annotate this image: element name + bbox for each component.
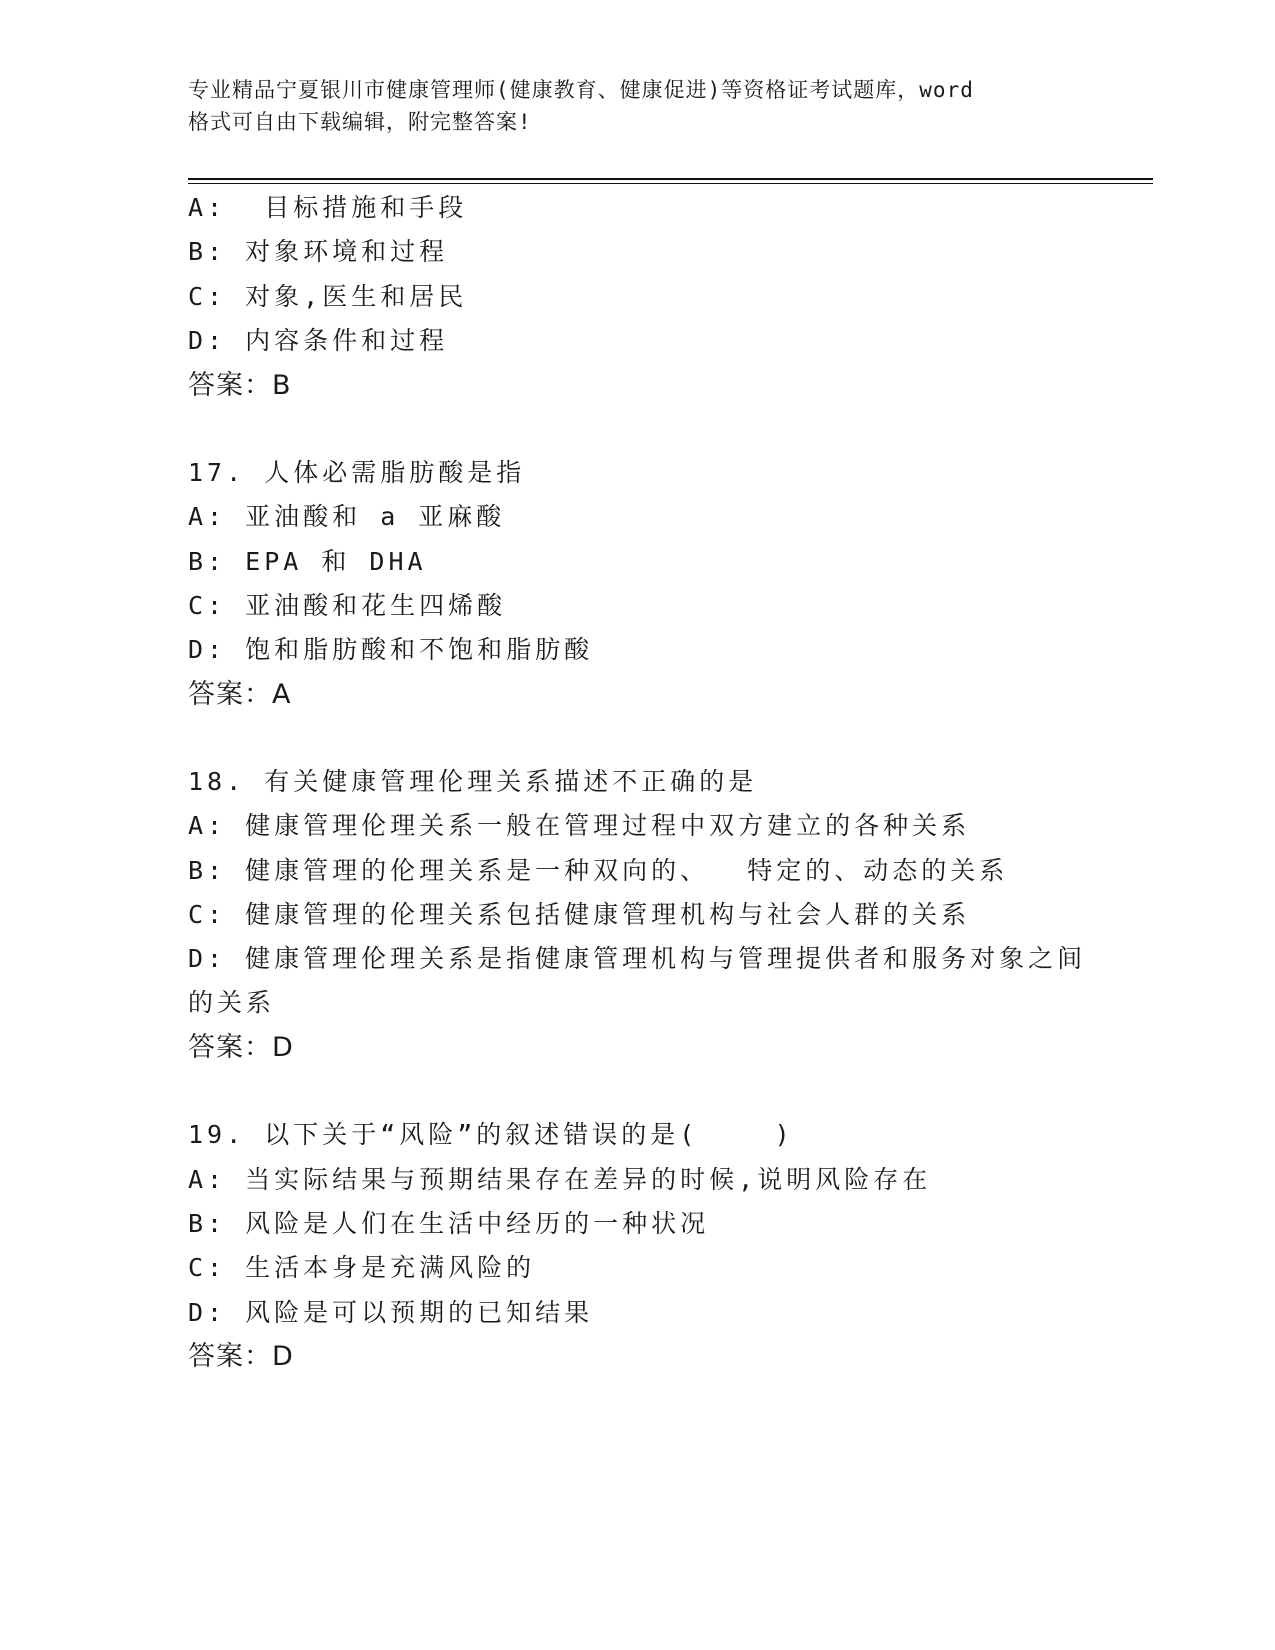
q17-answer: 答案：A (188, 679, 292, 710)
q17-option-b: B: EPA 和 DHA (188, 547, 427, 576)
q16-option-c: C: 对象,医生和居民 (188, 282, 468, 311)
q18-option-b: B: 健康管理的伦理关系是一种双向的、 特定的、动态的关系 (188, 856, 1009, 885)
q19-stem: 19. 以下关于“风险”的叙述错误的是( ) (188, 1120, 794, 1149)
q19-option-b: B: 风险是人们在生活中经历的一种状况 (188, 1209, 710, 1238)
q18-answer: 答案：D (188, 1032, 294, 1063)
q18-option-d-line1: D: 健康管理伦理关系是指健康管理机构与管理提供者和服务对象之间 (188, 944, 1087, 973)
q16-option-d: D: 内容条件和过程 (188, 326, 449, 355)
q16-answer: 答案：B (188, 370, 292, 401)
q17-stem: 17. 人体必需脂肪酸是指 (188, 458, 526, 487)
q17-option-a: A: 亚油酸和 a 亚麻酸 (188, 502, 506, 531)
q18-option-a: A: 健康管理伦理关系一般在管理过程中双方建立的各种关系 (188, 811, 971, 840)
q17-option-d: D: 饱和脂肪酸和不饱和脂肪酸 (188, 635, 594, 664)
q19-option-a: A: 当实际结果与预期结果存在差异的时候,说明风险存在 (188, 1165, 932, 1194)
q16-option-b: B: 对象环境和过程 (188, 237, 449, 266)
q18-option-d-line2: 的关系 (188, 988, 276, 1017)
q18-stem: 18. 有关健康管理伦理关系描述不正确的是 (188, 767, 758, 796)
q16-option-a: A: 目标措施和手段 (188, 193, 468, 222)
q19-option-d: D: 风险是可以预期的已知结果 (188, 1298, 594, 1327)
header-rule-thick (188, 178, 1153, 180)
header-rule-thin (188, 183, 1153, 184)
document-header: 专业精品宁夏银川市健康管理师(健康教育、健康促进)等资格证考试题库，word 格式可自由下载编辑，附完整答案! (188, 78, 974, 134)
q19-answer: 答案：D (188, 1341, 294, 1372)
q19-option-c: C: 生活本身是充满风险的 (188, 1253, 536, 1282)
q17-option-c: C: 亚油酸和花生四烯酸 (188, 591, 507, 620)
q18-option-c: C: 健康管理的伦理关系包括健康管理机构与社会人群的关系 (188, 900, 971, 929)
